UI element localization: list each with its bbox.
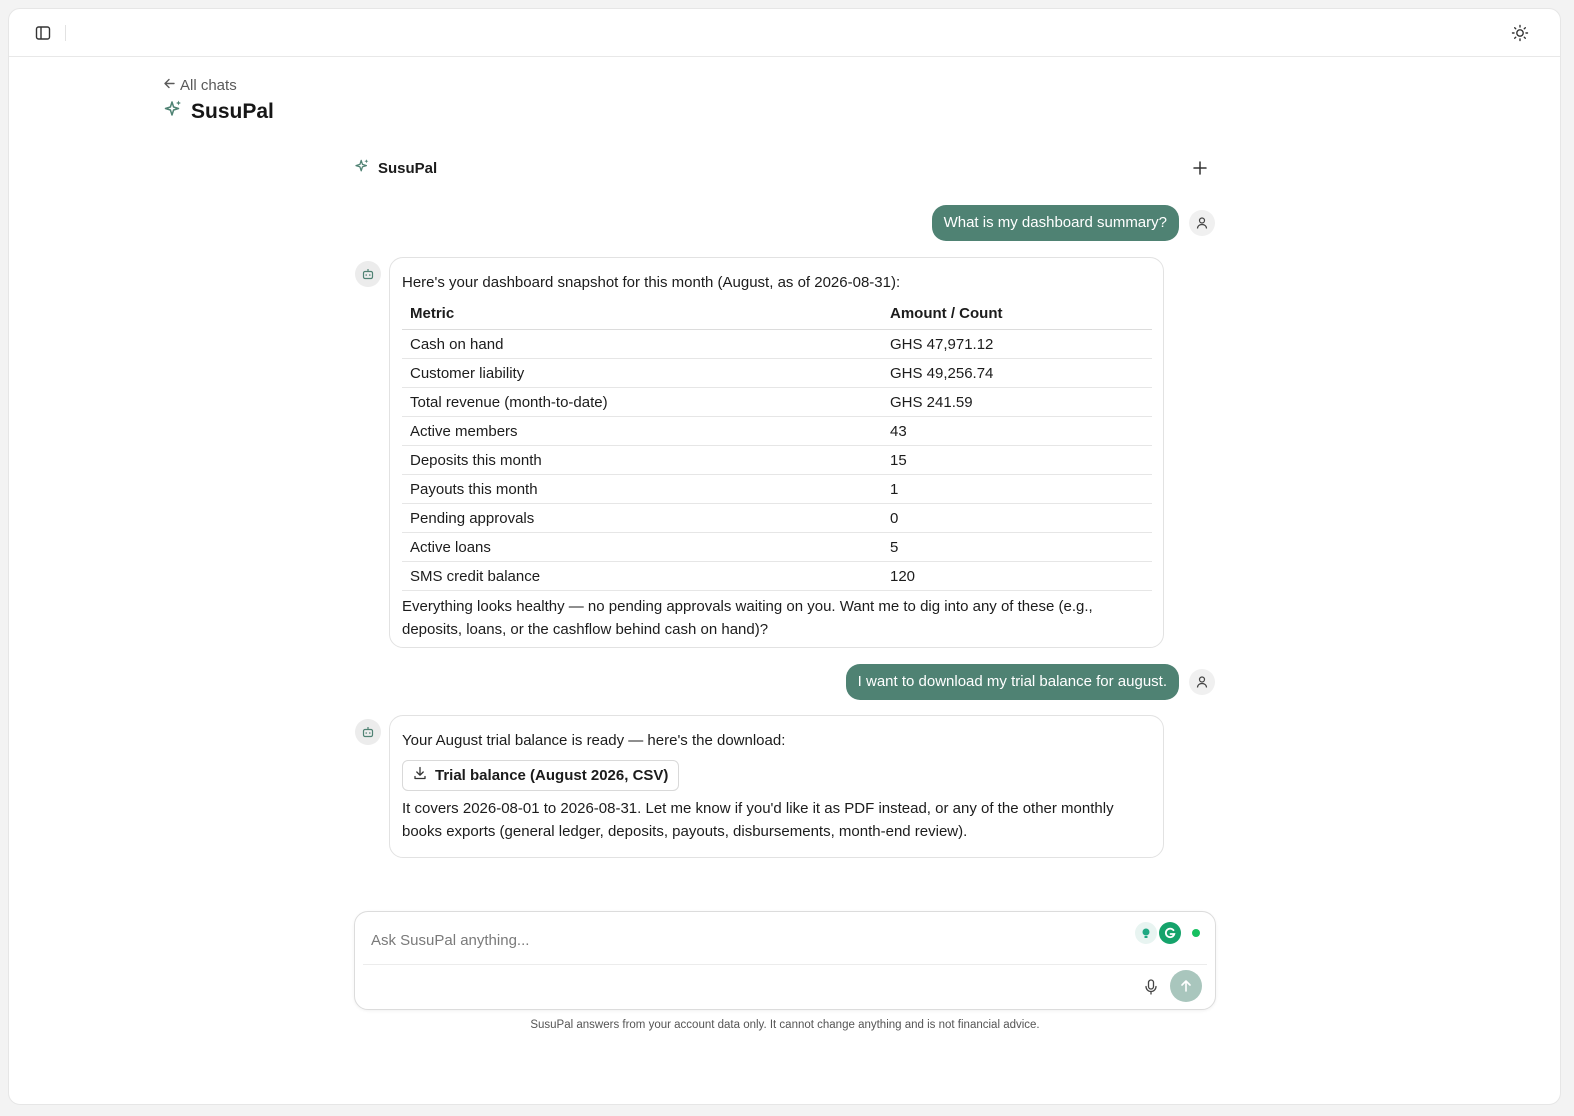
metric-name: Customer liability (402, 359, 882, 388)
metric-name: Cash on hand (402, 330, 882, 359)
back-to-all-chats-link[interactable] (163, 77, 237, 94)
assistant-message (389, 715, 1164, 858)
chat-header (354, 157, 1216, 179)
metric-name: Payouts this month (402, 475, 882, 504)
lightbulb-icon[interactable] (1135, 922, 1157, 944)
metric-name: Total revenue (month-to-date) (402, 388, 882, 417)
plus-icon (1193, 161, 1207, 175)
page-title-text: SusuPal (191, 99, 274, 123)
bot-avatar-icon (355, 261, 381, 287)
assistant-name: SusuPal (378, 159, 438, 177)
assistant-intro-text: Your August trial balance is ready — here's the download: (402, 732, 786, 749)
assistant-message (389, 257, 1164, 648)
table-row (402, 417, 1152, 446)
sparkles-icon (163, 99, 183, 124)
metric-value: 1 (882, 475, 1152, 504)
metric-value: 5 (882, 533, 1152, 562)
sun-icon[interactable] (1510, 23, 1530, 43)
metric-name: Active members (402, 417, 882, 446)
grammarly-icon[interactable] (1159, 922, 1181, 944)
metric-name: SMS credit balance (402, 562, 882, 591)
user-message-bubble: I want to download my trial balance for august. (846, 664, 1179, 700)
user-avatar-icon (1189, 210, 1215, 236)
user-message-bubble: What is my dashboard summary? (932, 205, 1179, 241)
metric-value: 120 (882, 562, 1152, 591)
metric-value: 0 (882, 504, 1152, 533)
metric-name: Active loans (402, 533, 882, 562)
back-link-label: All chats (180, 77, 237, 94)
column-header: Amount / Count (882, 300, 1152, 330)
metric-name: Deposits this month (402, 446, 882, 475)
send-button[interactable] (1170, 970, 1202, 1002)
metric-value: GHS 241.59 (882, 388, 1152, 417)
download-button-label: Trial balance (August 2026, CSV) (435, 767, 669, 784)
metric-value: GHS 49,256.74 (882, 359, 1152, 388)
assistant-intro-text: Here's your dashboard snapshot for this month (August, as of 2026-08-31): (402, 274, 901, 291)
extension-icons (1135, 922, 1181, 944)
column-header: Metric (402, 300, 882, 330)
download-trial-balance-button[interactable] (402, 760, 679, 791)
metric-value: 43 (882, 417, 1152, 446)
new-chat-button[interactable] (1190, 158, 1210, 178)
top-bar (9, 9, 1560, 57)
sparkles-icon (354, 158, 370, 179)
arrow-up-icon (1179, 979, 1193, 993)
user-message (932, 205, 1215, 241)
metric-value: GHS 47,971.12 (882, 330, 1152, 359)
message-composer (354, 911, 1216, 1010)
page-title (163, 99, 274, 124)
arrow-left-icon (163, 77, 176, 94)
chat-input[interactable] (371, 926, 1111, 954)
table-row (402, 533, 1152, 562)
assistant-outro-text: It covers 2026-08-01 to 2026-08-31. Let me know if you'd like it as PDF instead, or any of the other monthly books exports (general ledger, deposits, payouts, disbursements, month-end review). (402, 800, 1114, 840)
disclaimer-text: SusuPal answers from your account data only. It cannot change anything and is not financial advice. (530, 1019, 1040, 1031)
table-row (402, 446, 1152, 475)
sidebar-panel-icon[interactable] (33, 23, 53, 43)
status-dot (1192, 929, 1200, 937)
table-row (402, 359, 1152, 388)
table-header-row (402, 300, 1152, 330)
app-window (8, 8, 1561, 1105)
table-row (402, 475, 1152, 504)
table-row (402, 330, 1152, 359)
bot-avatar-icon (355, 719, 381, 745)
user-avatar-icon (1189, 669, 1215, 695)
table-row (402, 504, 1152, 533)
download-icon (413, 764, 427, 787)
microphone-icon[interactable] (1140, 976, 1162, 998)
dashboard-metrics-table (402, 300, 1152, 591)
assistant-outro-text: Everything looks healthy — no pending approvals waiting on you. Want me to dig into any of these (e.g., deposits, loans, or the cashflow behind cash on hand)? (402, 598, 1093, 638)
topbar-divider (65, 25, 66, 41)
user-message (846, 664, 1215, 700)
metric-value: 15 (882, 446, 1152, 475)
table-row (402, 562, 1152, 591)
composer-divider (363, 964, 1207, 965)
metric-name: Pending approvals (402, 504, 882, 533)
table-row (402, 388, 1152, 417)
